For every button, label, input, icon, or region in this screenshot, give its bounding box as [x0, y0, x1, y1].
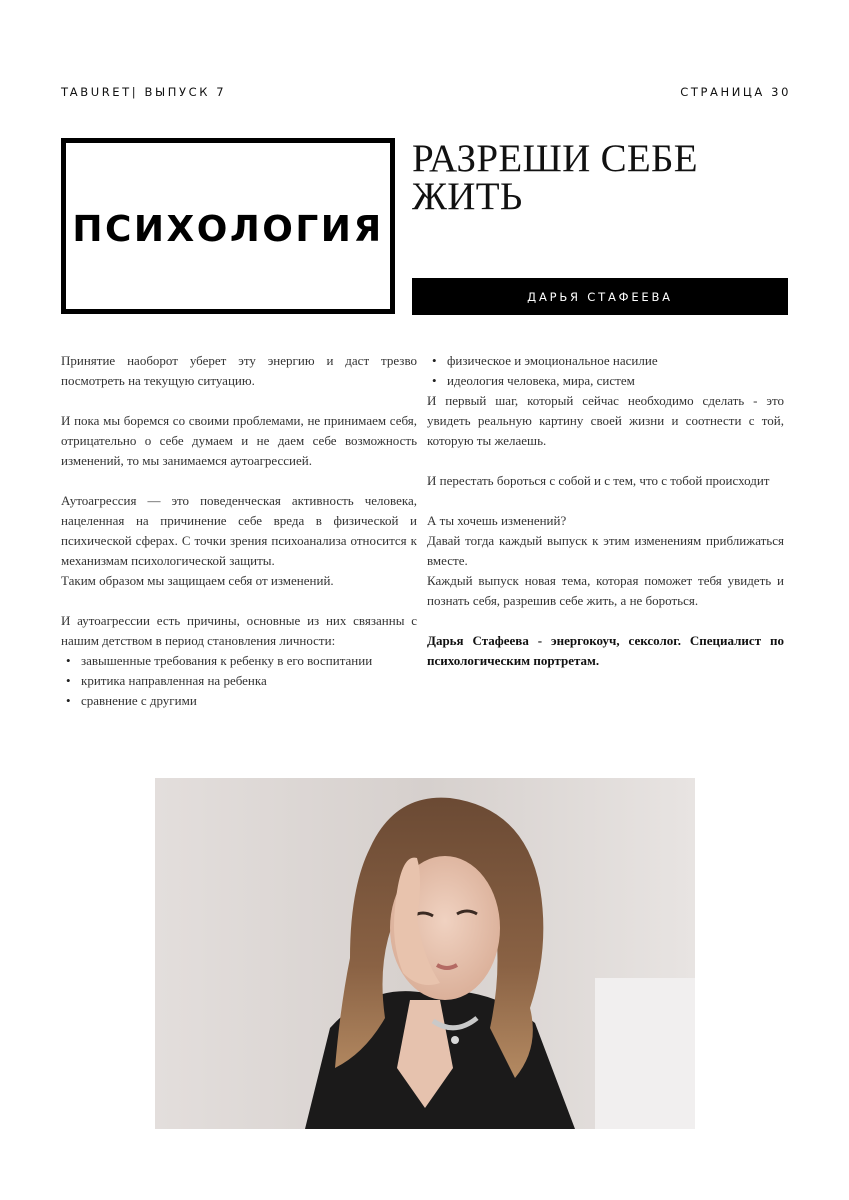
- paragraph: Таким образом мы защищаем себя от изменений.: [61, 573, 334, 588]
- paragraph: Аутоагрессия — это поведенческая активность человека, нацеленная на причинение себе вреда в физической и психической сферах. С точки зрения психоанализа относится к механизмам психологической защиты.: [61, 493, 417, 568]
- author-bio: Дарья Стафеева - энергокоуч, сексолог. Специалист по психологическим портретам.: [427, 633, 784, 668]
- list-item: • сравнение с другими: [81, 691, 417, 711]
- paragraph: А ты хочешь изменений?: [427, 513, 567, 528]
- section-title: ПСИХОЛОГИЯ: [72, 208, 384, 250]
- paragraph: И пока мы боремся со своими проблемами, не принимаем себя, отрицательно о себе думаем и не даем себе возможность изменений, то мы занимаемся аутоагрессией.: [61, 413, 417, 468]
- paragraph: И перестать бороться с собой и с тем, что с тобой происходит: [427, 473, 770, 488]
- paragraph: Давай тогда каждый выпуск к этим изменениям приближаться вместе.: [427, 533, 784, 568]
- paragraph: И первый шаг, который сейчас необходимо сделать - это увидеть реальную картину своей жизни и соотнести с той, которую ты желаешь.: [427, 393, 784, 448]
- left-column: [61, 351, 417, 711]
- causes-list: [61, 651, 417, 711]
- list-item: • критика направленная на ребенка: [81, 671, 417, 691]
- article-title: [412, 137, 792, 218]
- list-item: • физическое и эмоциональное насилие: [447, 351, 784, 371]
- author-bar: [412, 278, 788, 315]
- author-name: ДАРЬЯ СТАФЕЕВА: [527, 289, 673, 304]
- issue-label: TABURET| ВЫПУСК 7: [61, 85, 227, 99]
- page-number: СТРАНИЦА 30: [680, 85, 791, 99]
- paragraph: Каждый выпуск новая тема, которая поможет тебя увидеть и познать себя, разрешив себе жить, а не бороться.: [427, 573, 784, 608]
- paragraph: Принятие наоборот уберет эту энергию и даст трезво посмотреть на текущую ситуацию.: [61, 353, 417, 388]
- list-item: • завышенные требования к ребенку в его воспитании: [81, 651, 417, 671]
- list-item: • идеология человека, мира, систем: [447, 371, 784, 391]
- right-column: [427, 351, 784, 671]
- author-photo: [155, 778, 695, 1129]
- title-line-1: РАЗРЕШИ СЕБЕ: [412, 137, 698, 180]
- title-line-2: ЖИТЬ: [412, 175, 523, 218]
- portrait-image: [155, 778, 695, 1129]
- section-box: [61, 138, 395, 314]
- causes-list-continued: [427, 351, 784, 391]
- paragraph: И аутоагрессии есть причины, основные из них связанны с нашим детством в период становления личности:: [61, 613, 417, 648]
